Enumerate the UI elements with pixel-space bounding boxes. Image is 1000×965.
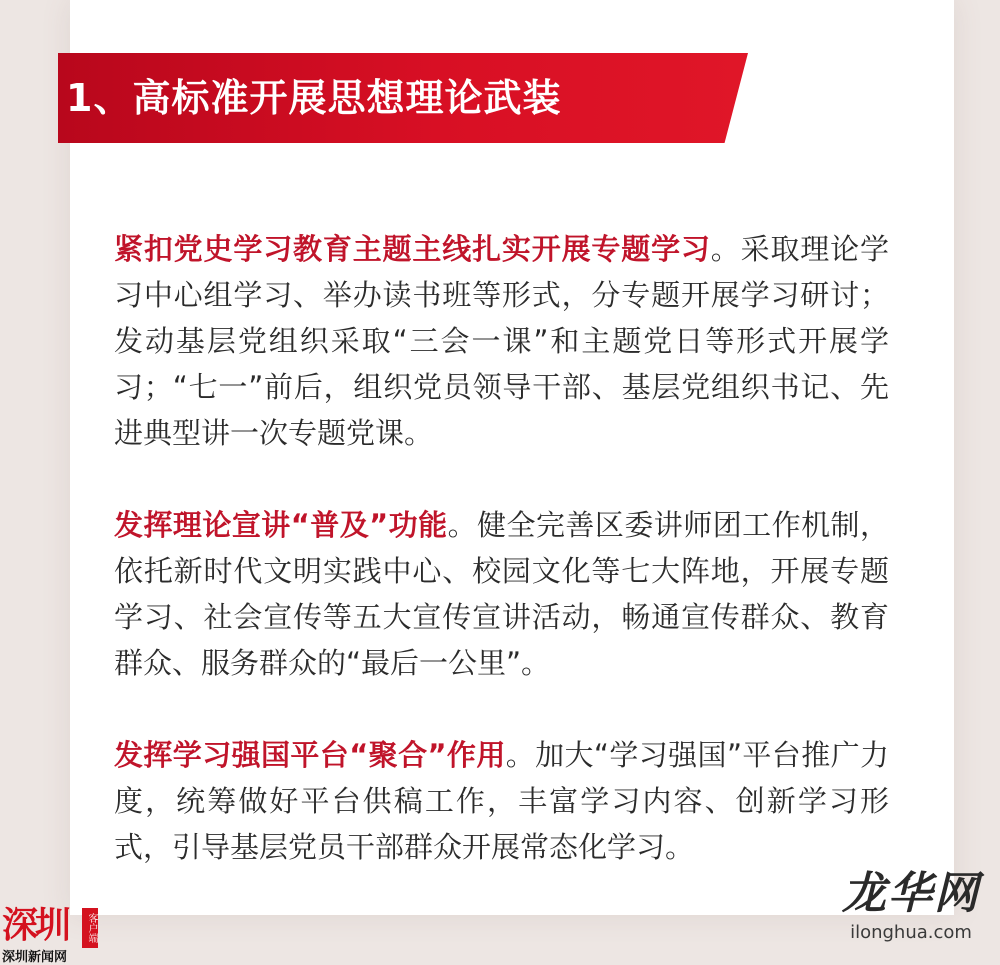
- watermark-url: ilonghua.com: [850, 922, 972, 943]
- logo-subtitle: 深圳新闻网: [2, 950, 68, 965]
- paragraph-lead: 紧扣党史学习教育主题主线扎实开展专题学习: [114, 232, 711, 266]
- paragraph-2: [114, 502, 889, 686]
- paragraph-text: 。健全完善区委讲师团工作机制，依托新时代文明实践中心、校园文化等七大阵地，开展专题学习、社会宣传等五大宣传宣讲活动，畅通宣传群众、教育群众、服务群众的“最后一公里”。: [114, 508, 889, 680]
- paragraph-3: [114, 732, 889, 870]
- shenzhen-news-logo: [0, 904, 110, 965]
- paragraph-text: 。加大“学习强国”平台推广力度，统筹做好平台供稿工作，丰富学习内容、创新学习形式，引导基层党员干部群众开展常态化学习。: [114, 738, 889, 864]
- article-body: [114, 226, 889, 916]
- logo-badge: 客户端: [82, 908, 98, 948]
- logo-mark: 深圳: [2, 904, 69, 946]
- watermark-name: 龙华网: [842, 868, 980, 919]
- paragraph-lead: 发挥学习强国平台“聚合”作用: [114, 738, 506, 772]
- paragraph-1: [114, 226, 889, 456]
- section-title: 1、高标准开展思想理论武装: [66, 76, 562, 120]
- longhua-watermark: [826, 866, 996, 956]
- paragraph-lead: 发挥理论宣讲“普及”功能: [114, 508, 448, 542]
- paragraph-text: 。采取理论学习中心组学习、举办读书班等形式，分专题开展学习研讨；发动基层党组织采取“三会一课”和主题党日等形式开展学习；“七一”前后，组织党员领导干部、基层党组织书记、先进典型讲一次专题党课。: [114, 232, 889, 450]
